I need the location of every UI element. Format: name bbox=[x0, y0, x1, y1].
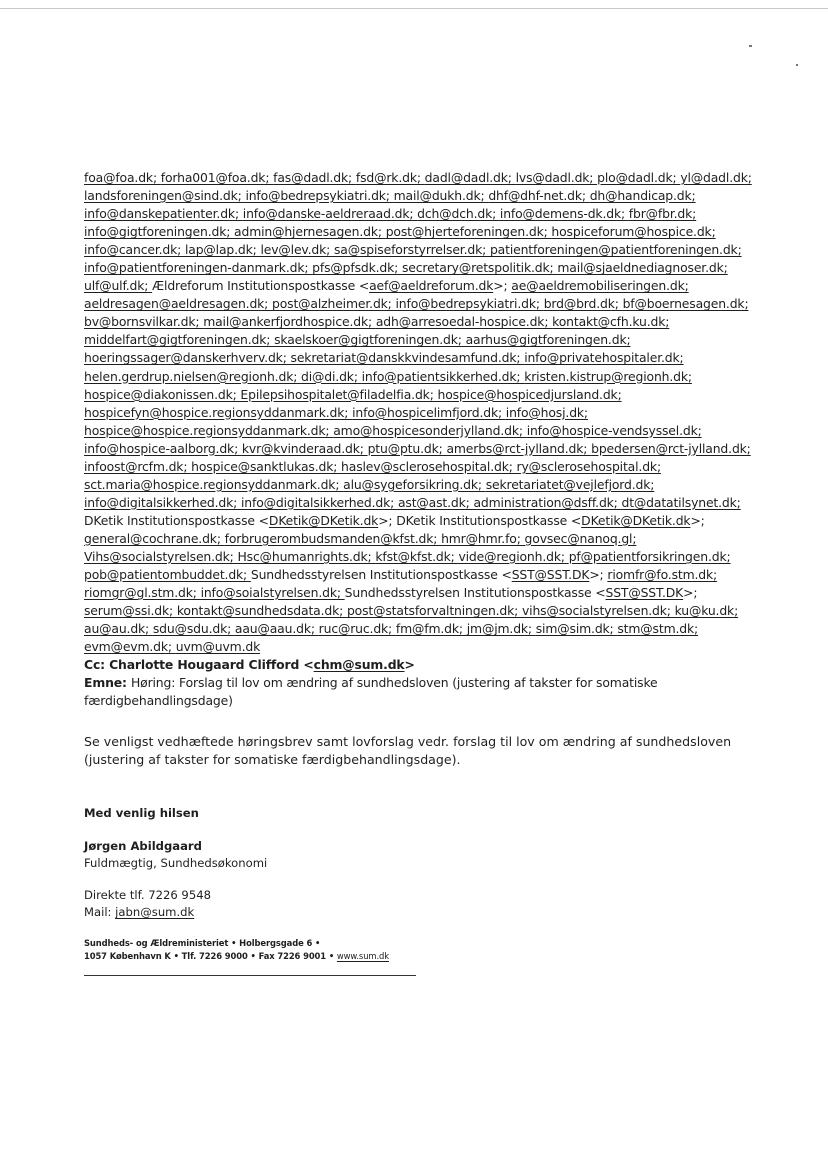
recipient-email-link[interactable]: DKetik@DKetik.dk bbox=[581, 512, 691, 528]
recipient-email-link[interactable]: yl@dadl.dk; bbox=[680, 170, 752, 185]
recipient-email-link[interactable]: serum@ssi.dk; bbox=[84, 603, 177, 619]
greeting: Med venlig hilsen bbox=[84, 806, 199, 820]
cc-bracket: > bbox=[404, 657, 415, 673]
recipient-email-link[interactable]: administration@dsff.dk; bbox=[473, 494, 622, 510]
recipient-line bbox=[84, 241, 754, 259]
recipient-line bbox=[84, 440, 754, 458]
recipient-email-link[interactable]: infoost@rcfm.dk; bbox=[84, 458, 192, 474]
recipient-email-link[interactable]: bpedersen@rct-jylland.dk; bbox=[591, 440, 751, 456]
recipient-email-link[interactable]: skaelskoer@gigtforeningen.dk; bbox=[274, 332, 466, 348]
cc-email-link[interactable]: chm@sum.dk bbox=[313, 657, 405, 673]
recipient-email-link[interactable]: forha001@foa.dk; bbox=[160, 170, 274, 185]
recipient-email-link[interactable]: ulf@ulf.dk; bbox=[84, 278, 153, 294]
recipient-email-link[interactable]: dh@handicap.dk; bbox=[589, 188, 696, 204]
recipient-email-link[interactable]: ae@aeldremobiliseringen.dk; bbox=[511, 278, 689, 294]
ministry-footer bbox=[84, 937, 389, 962]
recipient-email-link[interactable]: au@au.dk; bbox=[84, 621, 153, 637]
recipient-email-link[interactable]: DKetik@DKetik.dk bbox=[268, 512, 379, 528]
recipient-email-link[interactable]: info@cancer.dk; bbox=[84, 242, 185, 258]
recipient-email-link[interactable]: middelfart@gigtforeningen.dk; bbox=[84, 332, 275, 348]
recipient-email-link[interactable]: uvm@uvm.dk bbox=[175, 639, 261, 655]
cc-line bbox=[84, 656, 754, 674]
recipient-email-link[interactable]: sim@sim.dk; bbox=[535, 621, 618, 637]
recipient-line bbox=[84, 458, 754, 476]
recipient-email-link[interactable]: sekretariat@danskkvindesamfund.dk; bbox=[290, 350, 525, 366]
recipient-line bbox=[84, 494, 754, 512]
recipient-text: >; DKetik Institutionspostkasse < bbox=[378, 512, 582, 528]
recipient-email-link[interactable]: info@patientsikkerhed.dk; bbox=[361, 368, 525, 384]
recipient-text: >; bbox=[493, 278, 512, 294]
recipient-email-link[interactable]: general@cochrane.dk; bbox=[84, 530, 225, 546]
recipient-email-link[interactable]: sct.maria@hospice.regionsyddanmark.dk; bbox=[84, 476, 344, 492]
recipient-email-link[interactable]: info@hospicelimfjord.dk; bbox=[352, 404, 506, 420]
recipient-line bbox=[84, 313, 754, 331]
recipient-email-link[interactable]: evm@evm.dk; bbox=[84, 639, 176, 655]
recipient-email-link[interactable]: mail@dukh.dk; bbox=[393, 188, 489, 204]
recipient-line bbox=[84, 259, 754, 277]
recipient-email-link[interactable]: SST@SST.DK bbox=[511, 567, 590, 583]
recipient-email-link[interactable]: dch@dch.dk; bbox=[417, 206, 500, 222]
recipient-email-link[interactable]: mail@ankerfjordhospice.dk; bbox=[203, 314, 376, 330]
recipient-line bbox=[84, 386, 754, 404]
recipient-email-link[interactable]: Epilepsihospitalet@filadelfia.dk; bbox=[240, 386, 438, 402]
recipient-email-link[interactable]: brd@brd.dk; bbox=[543, 296, 623, 312]
recipient-email-link[interactable]: Vihs@socialstyrelsen.dk; bbox=[84, 548, 238, 564]
recipient-email-link[interactable]: aarhus@gigtforeningen.dk; bbox=[465, 332, 631, 348]
recipient-email-link[interactable]: hoeringssager@danskerhverv.dk; bbox=[84, 350, 291, 366]
recipient-email-link[interactable]: helen.gerdrup.nielsen@regionh.dk; bbox=[84, 368, 302, 384]
recipient-email-link[interactable]: info@danskepatienter.dk; bbox=[84, 206, 243, 222]
recipient-text: >; bbox=[683, 585, 698, 601]
recipient-email-link[interactable]: ku@ku.dk; bbox=[674, 603, 739, 619]
recipient-line bbox=[84, 295, 754, 313]
recipient-line bbox=[84, 223, 754, 241]
recipient-email-link[interactable]: bf@boernesagen.dk; bbox=[622, 296, 749, 312]
recipient-email-link[interactable]: info@hospice-aalborg.dk; bbox=[84, 440, 242, 456]
recipient-email-link[interactable]: vide@regionh.dk; bbox=[458, 548, 569, 564]
recipient-email-link[interactable]: info@hosj.dk; bbox=[505, 404, 588, 420]
recipient-line bbox=[84, 404, 754, 422]
body-paragraph: Se venligst vedhæftede høringsbrev samt lovforslag vedr. forslag til lov om ændring af sundhedsloven (justering af takster for somatiske færdigbehandlingsdage). bbox=[84, 734, 732, 767]
email-header bbox=[84, 169, 754, 710]
recipient-email-link[interactable]: info@danske-aeldreraad.dk; bbox=[242, 206, 418, 222]
recipient-email-link[interactable]: plo@dadl.dk; bbox=[597, 170, 681, 185]
recipient-list bbox=[84, 169, 754, 656]
recipient-email-link[interactable]: kontakt@cfh.ku.dk; bbox=[552, 314, 670, 330]
page-top-edge bbox=[0, 8, 828, 9]
recipient-email-link[interactable]: post@statsforvaltningen.dk; bbox=[346, 603, 522, 619]
recipient-email-link[interactable]: riomgr@gl.stm.dk; bbox=[84, 585, 201, 601]
recipient-email-link[interactable]: info@digitalsikkerhed.dk; bbox=[240, 494, 398, 510]
recipient-email-link[interactable]: sdu@sdu.dk; bbox=[152, 621, 235, 637]
recipient-email-link[interactable]: foa@foa.dk; bbox=[84, 170, 161, 185]
recipient-email-link[interactable]: info@privatehospitaler.dk; bbox=[524, 350, 684, 366]
recipient-email-link[interactable]: fsd@rk.dk; bbox=[355, 170, 425, 185]
recipient-line bbox=[84, 512, 754, 530]
recipient-email-link[interactable]: amerbs@rct-jylland.dk; bbox=[446, 440, 592, 456]
recipient-email-link[interactable]: hospice@hospice.regionsyddanmark.dk; bbox=[84, 422, 334, 438]
recipient-email-link[interactable]: info@digitalsikkerhed.dk; bbox=[84, 494, 241, 510]
recipient-email-link[interactable]: secretary@retspolitik.dk; bbox=[401, 260, 558, 276]
recipient-line bbox=[84, 476, 754, 494]
recipient-text: Sundhedsstyrelsen Institutionspostkasse < bbox=[344, 585, 606, 601]
recipient-email-link[interactable]: riomfr@fo.stm.dk; bbox=[607, 567, 718, 583]
recipient-line bbox=[84, 566, 754, 584]
signature-name: Jørgen Abildgaard bbox=[84, 839, 202, 853]
recipient-line bbox=[84, 187, 754, 205]
recipient-email-link[interactable]: admin@hjernesagen.dk; bbox=[234, 224, 386, 240]
mail-link[interactable]: jabn@sum.dk bbox=[115, 905, 195, 919]
cc-label: Cc: Charlotte Hougaard Clifford < bbox=[84, 657, 314, 673]
recipient-email-link[interactable]: di@di.dk; bbox=[301, 368, 362, 384]
website-link[interactable]: www.sum.dk bbox=[336, 950, 389, 961]
recipient-line bbox=[84, 548, 754, 566]
recipient-email-link[interactable]: fas@dadl.dk; bbox=[273, 170, 356, 185]
signature-title: Fuldmægtig, Sundhedsøkonomi bbox=[84, 856, 268, 870]
recipient-email-link[interactable]: amo@hospicesonderjylland.dk; bbox=[333, 422, 527, 438]
scan-speck bbox=[796, 64, 798, 66]
recipient-email-link[interactable]: hmr@hmr.fo; bbox=[441, 530, 525, 546]
recipient-email-link[interactable]: landsforeningen@sind.dk; bbox=[84, 188, 246, 204]
recipient-line bbox=[84, 584, 754, 602]
footer-divider bbox=[84, 975, 416, 976]
footer-address-line: Sundheds- og Ældreministeriet • Holbergsgade 6 • bbox=[84, 938, 321, 948]
recipient-email-link[interactable]: pob@patientombuddet.dk; bbox=[84, 567, 251, 583]
recipient-email-link[interactable]: sa@spiseforstyrrelser.dk; bbox=[334, 242, 490, 258]
recipient-email-link[interactable]: info@gigtforeningen.dk; bbox=[84, 224, 235, 240]
phone-number: Direkte tlf. 7226 9548 bbox=[84, 888, 211, 902]
recipient-email-link[interactable]: stm@stm.dk; bbox=[617, 621, 699, 637]
recipient-email-link[interactable]: info@bedrepsykiatri.dk; bbox=[245, 188, 394, 204]
recipient-email-link[interactable]: vihs@socialstyrelsen.dk; bbox=[522, 603, 675, 619]
recipient-email-link[interactable]: forbrugerombudsmanden@kfst.dk; bbox=[224, 530, 442, 546]
recipient-email-link[interactable]: Hsc@humanrights.dk; bbox=[237, 548, 376, 564]
recipient-email-link[interactable]: ruc@ruc.dk; bbox=[318, 621, 396, 637]
recipient-text: Ældreforum Institutionspostkasse < bbox=[152, 278, 370, 294]
footer-phone-fax: 1057 København K • Tlf. 7226 9000 • Fax 7226 9001 • bbox=[84, 950, 337, 961]
recipient-email-link[interactable]: hospiceforum@hospice.dk; bbox=[551, 224, 716, 240]
recipient-text: Sundhedsstyrelsen Institutionspostkasse < bbox=[250, 567, 512, 583]
recipient-line bbox=[84, 602, 754, 620]
recipient-email-link[interactable]: jm@jm.dk; bbox=[466, 621, 536, 637]
recipient-email-link[interactable]: post@hjerteforeningen.dk; bbox=[385, 224, 552, 240]
recipient-email-link[interactable]: info@demens-dk.dk; bbox=[499, 206, 629, 222]
recipient-line bbox=[84, 277, 754, 295]
mail-line bbox=[84, 904, 211, 921]
recipient-email-link[interactable]: aef@aeldreforum.dk bbox=[369, 278, 494, 294]
recipient-email-link[interactable]: ry@sclerosehospital.dk; bbox=[516, 458, 661, 474]
recipient-email-link[interactable]: info@bedrepsykiatri.dk; bbox=[395, 296, 544, 312]
recipient-email-link[interactable]: lap@lap.dk; bbox=[184, 242, 261, 258]
recipient-email-link[interactable]: info@hospice-vendsyssel.dk; bbox=[526, 422, 702, 438]
recipient-text: >; bbox=[690, 512, 705, 528]
recipient-email-link[interactable]: hospice@sanktlukas.dk; bbox=[191, 458, 342, 474]
recipient-email-link[interactable]: info@soialstyrelsen.dk; bbox=[200, 585, 345, 601]
recipient-line bbox=[84, 169, 754, 187]
recipient-email-link[interactable]: fm@fm.dk; bbox=[395, 621, 467, 637]
footer-contact-line bbox=[84, 950, 389, 963]
recipient-email-link[interactable]: hospice@hospicedjursland.dk; bbox=[437, 386, 622, 402]
recipient-line bbox=[84, 638, 754, 656]
recipient-text: DKetik Institutionspostkasse < bbox=[84, 512, 269, 528]
recipient-email-link[interactable]: adh@arresoedal-hospice.dk; bbox=[375, 314, 553, 330]
recipient-line bbox=[84, 620, 754, 638]
recipient-line bbox=[84, 368, 754, 386]
recipient-line bbox=[84, 205, 754, 223]
recipient-email-link[interactable]: sekretariatet@vejlefjord.dk; bbox=[485, 476, 655, 492]
recipient-email-link[interactable]: SST@SST.DK bbox=[605, 585, 684, 601]
recipient-email-link[interactable]: mail@sjaeldnediagnoser.dk; bbox=[557, 260, 728, 276]
recipient-email-link[interactable]: hospicefyn@hospice.regionsyddanmark.dk; bbox=[84, 404, 353, 420]
recipient-email-link[interactable]: pfs@pfsdk.dk; bbox=[312, 260, 402, 276]
scan-speck bbox=[749, 45, 752, 47]
subject-text: Høring: Forslag til lov om ændring af sundhedsloven (justering af takster for somatiske færdigbehandlingsdage) bbox=[84, 675, 658, 709]
contact-block bbox=[84, 887, 211, 921]
recipient-email-link[interactable]: pf@patientforsikringen.dk; bbox=[568, 548, 731, 564]
recipient-email-link[interactable]: aau@aau.dk; bbox=[234, 621, 319, 637]
mail-label: Mail: bbox=[84, 905, 116, 919]
recipient-line bbox=[84, 349, 754, 367]
signature-block bbox=[84, 838, 267, 872]
recipient-email-link[interactable]: lvs@dadl.dk; bbox=[515, 170, 598, 185]
recipient-email-link[interactable]: lev@lev.dk; bbox=[260, 242, 334, 258]
subject-label: Emne: bbox=[84, 675, 131, 691]
recipient-email-link[interactable]: dt@datatilsynet.dk; bbox=[621, 494, 741, 510]
recipient-email-link[interactable]: aeldresagen@aeldresagen.dk; bbox=[84, 296, 272, 312]
recipient-line bbox=[84, 422, 754, 440]
recipient-email-link[interactable]: hospice@diakonissen.dk; bbox=[84, 386, 241, 402]
recipient-email-link[interactable]: dhf@dhf-net.dk; bbox=[488, 188, 590, 204]
recipient-email-link[interactable]: patientforeningen@patientforeningen.dk; bbox=[489, 242, 742, 258]
recipient-email-link[interactable]: ast@ast.dk; bbox=[397, 494, 474, 510]
subject-line bbox=[84, 674, 704, 710]
recipient-email-link[interactable]: haslev@sclerosehospital.dk; bbox=[341, 458, 517, 474]
recipient-email-link[interactable]: govsec@nanoq.gl; bbox=[524, 530, 637, 546]
recipient-email-link[interactable]: fbr@fbr.dk; bbox=[628, 206, 697, 222]
recipient-email-link[interactable]: alu@sygeforsikring.dk; bbox=[343, 476, 486, 492]
recipient-email-link[interactable]: info@patientforeningen-danmark.dk; bbox=[84, 260, 313, 276]
recipient-email-link[interactable]: ptu@ptu.dk; bbox=[367, 440, 447, 456]
recipient-email-link[interactable]: kfst@kfst.dk; bbox=[375, 548, 459, 564]
recipient-email-link[interactable]: kvr@kvinderaad.dk; bbox=[241, 440, 368, 456]
recipient-email-link[interactable]: post@alzheimer.dk; bbox=[272, 296, 396, 312]
recipient-line bbox=[84, 331, 754, 349]
recipient-email-link[interactable]: bv@bornsvilkar.dk; bbox=[84, 314, 204, 330]
recipient-email-link[interactable]: dadl@dadl.dk; bbox=[424, 170, 516, 185]
recipient-text: >; bbox=[589, 567, 608, 583]
recipient-email-link[interactable]: kristen.kistrup@regionh.dk; bbox=[524, 368, 692, 384]
recipient-line bbox=[84, 530, 754, 548]
recipient-email-link[interactable]: kontakt@sundhedsdata.dk; bbox=[176, 603, 347, 619]
